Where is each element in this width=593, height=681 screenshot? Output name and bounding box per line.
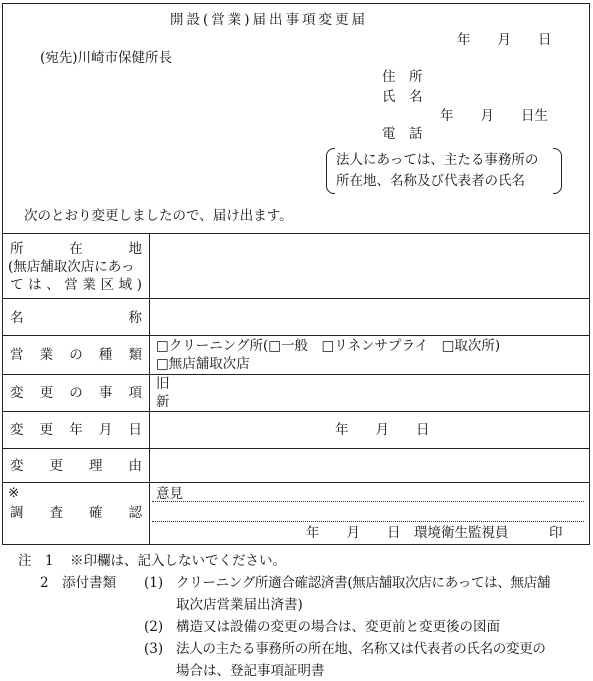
row-line [2, 448, 590, 449]
old-label: 旧 [156, 376, 170, 392]
column-divider [149, 233, 150, 544]
note-2-1-text-a: クリーニング所適合確認済書(無店舗取次店にあっては、無店舗 [176, 575, 551, 591]
inspection-mark: ※ [8, 485, 20, 501]
opinion-label: 意見 [156, 486, 183, 502]
opinion-dotted-line [152, 521, 584, 522]
name-label: 氏 名 [382, 89, 423, 105]
note-2-head: 2 添付書類 [40, 575, 117, 591]
bracket-right [553, 148, 562, 194]
change-date-label: 変更年月日 [10, 422, 142, 438]
change-item-label: 変更の事項 [10, 385, 142, 401]
change-reason-label: 変更理由 [10, 458, 142, 474]
note-2-3-text-a: 法人の主たる事務所の所在地、名称又は代表者の氏名の変更の [176, 641, 546, 657]
location-label: 所 在 地 [10, 241, 142, 257]
note-2-1-text-b: 取次店営業届出済書) [176, 597, 303, 613]
new-label: 新 [156, 394, 170, 410]
note-2-2-text: 構造又は設備の変更の場合は、変更前と変更後の図面 [176, 619, 500, 635]
corp-note-line1: 法人にあっては、主たる事務所の [336, 152, 539, 168]
note-2-1-num: (1) [144, 575, 164, 591]
inspection-label: 調査確認 [10, 505, 142, 521]
address-label: 住 所 [382, 69, 423, 85]
note-1-text: ※印欄は、記入しないでください。 [70, 553, 286, 569]
date-label: 年 月 日 [457, 32, 552, 48]
change-date-value: 年 月 日 [335, 422, 430, 438]
form-title: 開設(営業)届出事項変更届 [170, 12, 369, 28]
corp-note-line2: 所在地、名称及び代表者の氏名 [336, 173, 525, 189]
row-line [2, 411, 590, 412]
bracket-left [326, 148, 335, 194]
table-top-line [2, 233, 590, 234]
phone-label: 電 話 [382, 126, 423, 142]
business-type-line1: □クリーニング所(□一般 □リネンサプライ □取次所) [156, 338, 501, 354]
note-2-3-text-b: 場合は、登記事項証明書 [176, 663, 325, 679]
note-2-2-num: (2) [144, 619, 164, 635]
row-line [2, 298, 590, 299]
row-line [2, 482, 590, 483]
inspector-line: 年 月 日 環境衛生監視員 印 [306, 525, 563, 541]
business-type-label: 営業の種類 [10, 347, 142, 363]
row-line [2, 335, 590, 336]
opinion-dotted-line [152, 501, 584, 502]
note-1-head: 注 1 [18, 553, 54, 569]
addressee: (宛先)川崎市保健所長 [40, 50, 173, 66]
location-sub1: (無店舗取次店にあっ [8, 259, 135, 275]
note-2-3-num: (3) [144, 641, 164, 657]
row-line [2, 374, 590, 375]
intro-text: 次のとおり変更しましたので、届け出ます。 [24, 208, 293, 224]
birth-label: 年 月 日生 [440, 108, 548, 124]
business-type-line2: □無店舗取次店 [156, 356, 250, 372]
location-sub2: ては、営業区域) [10, 277, 142, 293]
name-row-label: 名 称 [10, 310, 142, 326]
